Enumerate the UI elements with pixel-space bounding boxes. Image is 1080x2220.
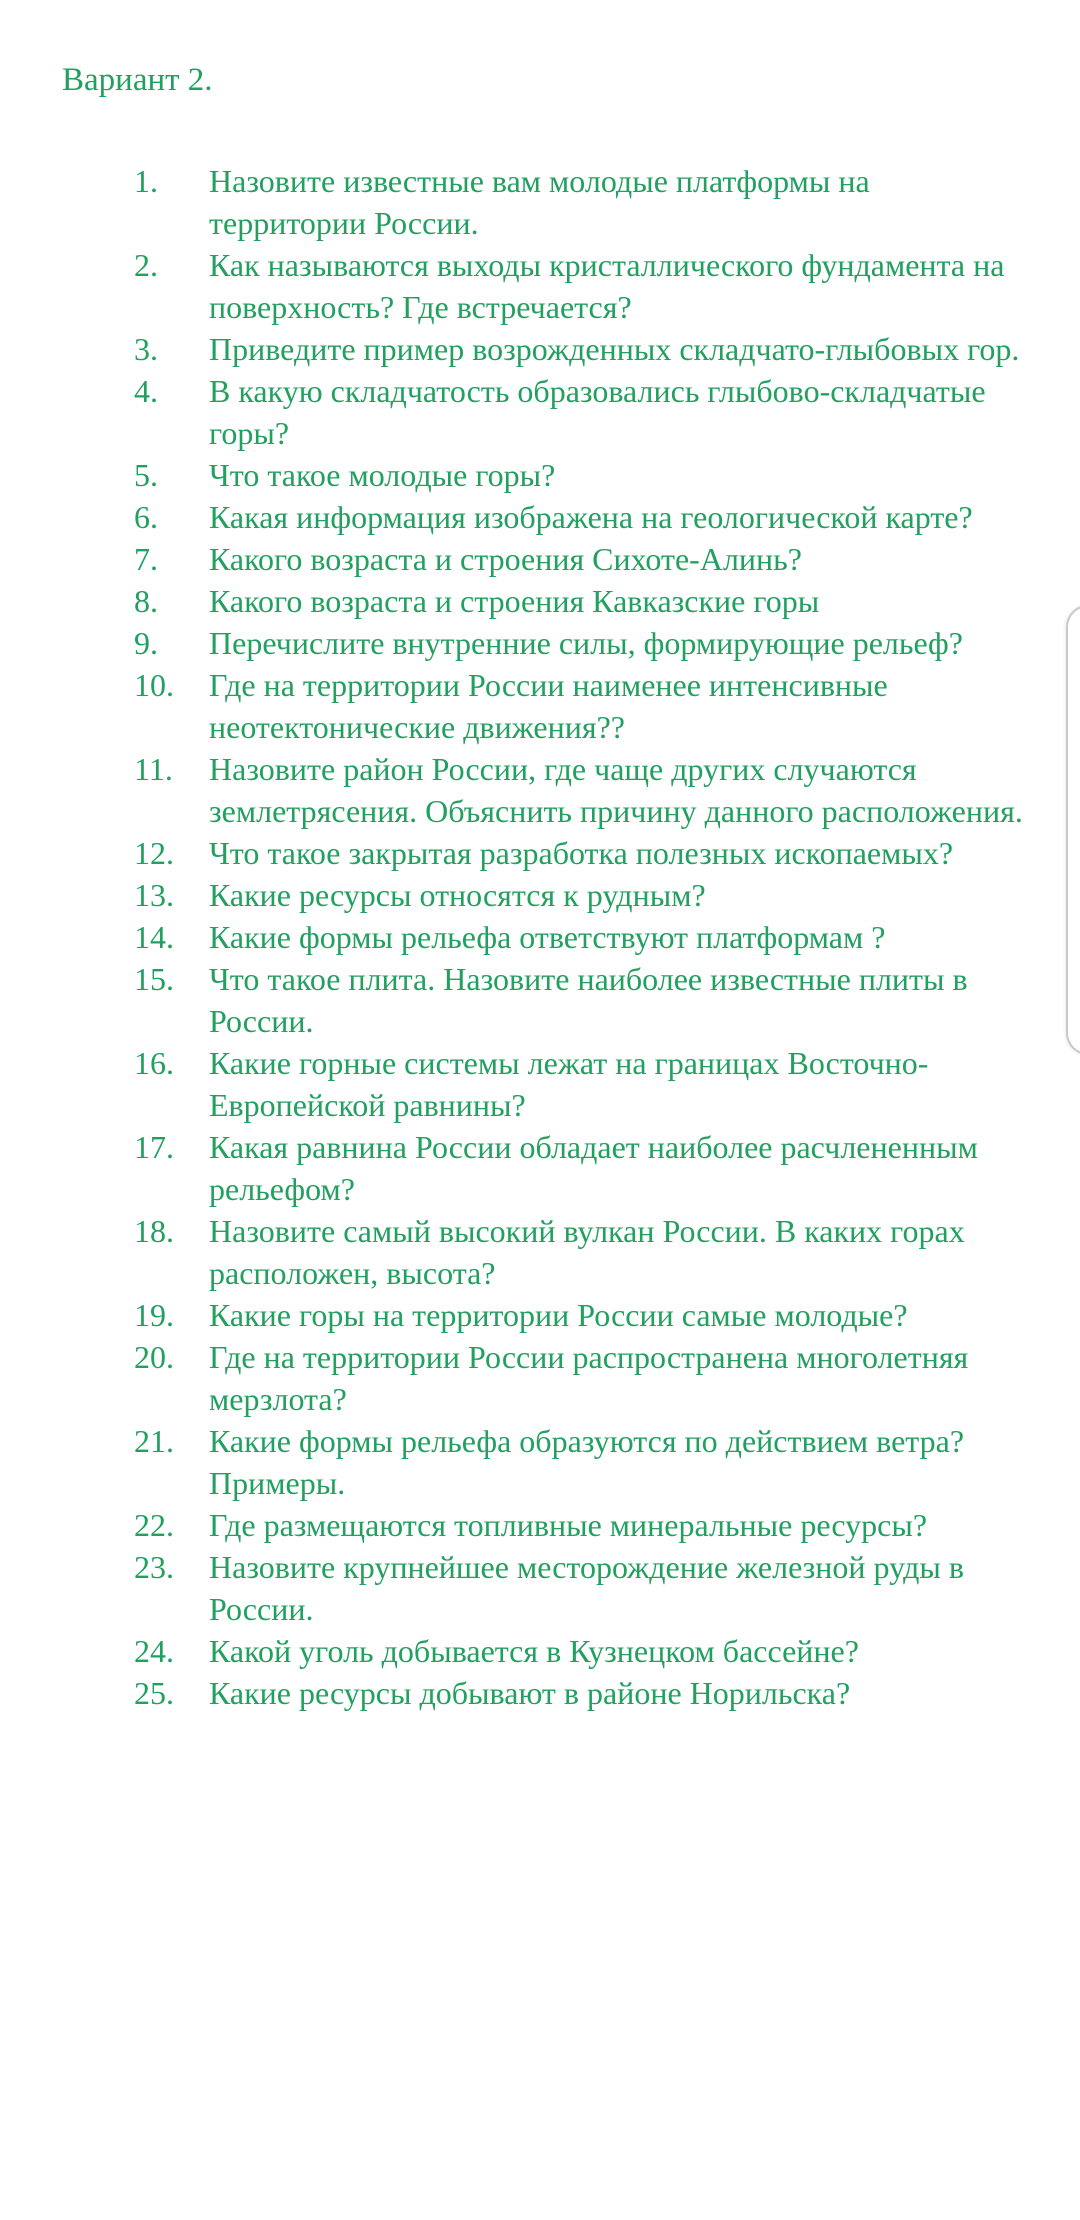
question-text: Назовите известные вам молодые платформы на территории России. bbox=[209, 163, 870, 241]
question-number: 12. bbox=[134, 835, 174, 871]
question-text: Какие горные системы лежат на границах Восточно-Европейской равнины? bbox=[209, 1045, 929, 1123]
question-number: 24. bbox=[134, 1633, 174, 1669]
question-text: Какой уголь добывается в Кузнецком бассейне? bbox=[209, 1633, 859, 1669]
question-number: 4. bbox=[134, 373, 158, 409]
question-item bbox=[0, 664, 1080, 748]
question-item bbox=[0, 160, 1080, 244]
question-text: Где размещаются топливные минеральные ресурсы? bbox=[209, 1507, 928, 1543]
question-item bbox=[0, 1336, 1080, 1420]
question-number: 17. bbox=[134, 1129, 174, 1165]
edge-panel-handle[interactable] bbox=[1066, 605, 1080, 1055]
question-item bbox=[0, 1210, 1080, 1294]
question-item bbox=[0, 1042, 1080, 1126]
question-text: Что такое закрытая разработка полезных ископаемых? bbox=[209, 835, 954, 871]
question-item bbox=[0, 958, 1080, 1042]
question-item bbox=[0, 1126, 1080, 1210]
question-number: 9. bbox=[134, 625, 158, 661]
question-text: Какие ресурсы относятся к рудным? bbox=[209, 877, 706, 913]
question-text: Какого возраста и строения Кавказские горы bbox=[209, 583, 820, 619]
question-number: 10. bbox=[134, 667, 174, 703]
question-number: 16. bbox=[134, 1045, 174, 1081]
question-number: 20. bbox=[134, 1339, 174, 1375]
question-number: 21. bbox=[134, 1423, 174, 1459]
question-text: Назовите район России, где чаще других случаются землетрясения. Объяснить причину данного расположения. bbox=[209, 751, 1023, 829]
question-item bbox=[0, 622, 1080, 664]
question-text: В какую складчатость образовались глыбово-складчатые горы? bbox=[209, 373, 986, 451]
question-item bbox=[0, 538, 1080, 580]
questions-list bbox=[0, 160, 1080, 1714]
question-number: 19. bbox=[134, 1297, 174, 1333]
question-number: 7. bbox=[134, 541, 158, 577]
question-text: Перечислите внутренние силы, формирующие рельеф? bbox=[209, 625, 963, 661]
question-text: Какие ресурсы добывают в районе Норильска? bbox=[209, 1675, 851, 1711]
question-item bbox=[0, 328, 1080, 370]
cropped-text-fragment bbox=[250, 0, 410, 4]
question-item bbox=[0, 1546, 1080, 1630]
question-text: Где на территории России распространена многолетняя мерзлота? bbox=[209, 1339, 969, 1417]
question-text: Какая равнина России обладает наиболее расчлененным рельефом? bbox=[209, 1129, 978, 1207]
question-number: 14. bbox=[134, 919, 174, 955]
question-number: 6. bbox=[134, 499, 158, 535]
question-text: Как называются выходы кристаллического фундамента на поверхность? Где встречается? bbox=[209, 247, 1005, 325]
question-number: 8. bbox=[134, 583, 158, 619]
question-number: 3. bbox=[134, 331, 158, 367]
question-item bbox=[0, 1630, 1080, 1672]
question-item bbox=[0, 748, 1080, 832]
question-number: 11. bbox=[134, 751, 173, 787]
question-number: 5. bbox=[134, 457, 158, 493]
question-text: Что такое молодые горы? bbox=[209, 457, 556, 493]
question-number: 15. bbox=[134, 961, 174, 997]
question-item bbox=[0, 370, 1080, 454]
question-item bbox=[0, 874, 1080, 916]
question-text: Назовите самый высокий вулкан России. В каких горах расположен, высота? bbox=[209, 1213, 965, 1291]
question-text: Приведите пример возрожденных складчато-глыбовых гор. bbox=[209, 331, 1020, 367]
question-item bbox=[0, 832, 1080, 874]
question-item bbox=[0, 1420, 1080, 1504]
question-text: Назовите крупнейшее месторождение железной руды в России. bbox=[209, 1549, 964, 1627]
question-item bbox=[0, 916, 1080, 958]
question-text: Какая информация изображена на геологической карте? bbox=[209, 499, 973, 535]
question-number: 23. bbox=[134, 1549, 174, 1585]
question-text: Какие горы на территории России самые молодые? bbox=[209, 1297, 908, 1333]
variant-heading: Вариант 2. bbox=[62, 62, 213, 98]
question-number: 13. bbox=[134, 877, 174, 913]
question-item bbox=[0, 454, 1080, 496]
question-text: Где на территории России наименее интенсивные неотектонические движения?? bbox=[209, 667, 888, 745]
question-item bbox=[0, 496, 1080, 538]
question-item bbox=[0, 1294, 1080, 1336]
question-number: 1. bbox=[134, 163, 158, 199]
question-number: 22. bbox=[134, 1507, 174, 1543]
question-item bbox=[0, 1672, 1080, 1714]
question-number: 18. bbox=[134, 1213, 174, 1249]
question-text: Какие формы рельефа ответствуют платформам ? bbox=[209, 919, 886, 955]
question-item bbox=[0, 244, 1080, 328]
question-number: 2. bbox=[134, 247, 158, 283]
question-number: 25. bbox=[134, 1675, 174, 1711]
question-item bbox=[0, 1504, 1080, 1546]
question-text: Что такое плита. Назовите наиболее известные плиты в России. bbox=[209, 961, 968, 1039]
question-text: Какого возраста и строения Сихоте-Алинь? bbox=[209, 541, 802, 577]
question-item bbox=[0, 580, 1080, 622]
question-text: Какие формы рельефа образуются по действием ветра? Примеры. bbox=[209, 1423, 965, 1501]
